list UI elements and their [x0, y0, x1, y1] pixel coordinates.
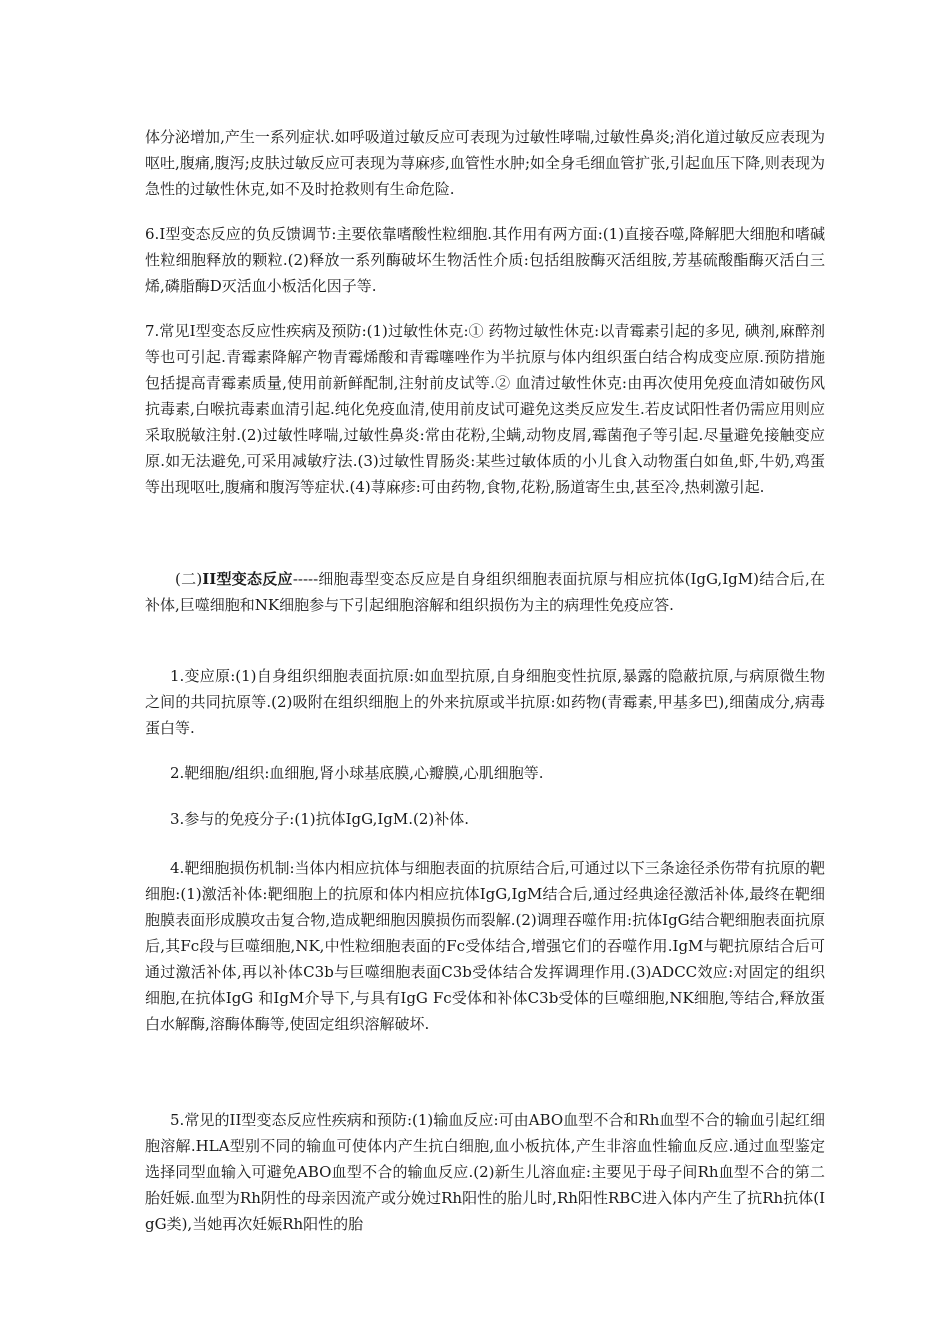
paragraph-damage-mechanism: 4.靶细胞损伤机制:当体内相应抗体与细胞表面的抗原结合后,可通过以下三条途径杀伤带有抗原的靶细胞:(1)激活补体:靶细胞上的抗原和体内相应抗体IgG,IgM结合后,通过经典途径激活补体,最终在靶细胞膜表面形成膜攻击复合物,造成靶细胞因膜损伤而裂解.(2)调理吞噬作用:抗体IgG结合靶细胞表面抗原后,其Fc段与巨噬细胞,NK,中性粒细胞表面的Fc受体结合,增强它们的吞噬作用.IgM与靶抗原结合后可通过激活补体,再以补体C3b与巨噬细胞表面C3b受体结合发挥调理作用.(3)ADCC效应:对固定的组织细胞,在抗体IgG 和IgM介导下,与具有IgG Fc受体和补体C3b受体的巨噬细胞,NK细胞,等结合,释放蛋白水解酶,溶酶体酶等,使固定组织溶解破坏.	[145, 859, 825, 1033]
paragraph-allergy-symptoms: 体分泌增加,产生一系列症状.如呼吸道过敏反应可表现为过敏性哮喘,过敏性鼻炎;消化道过敏反应表现为呕吐,腹痛,腹泻;皮肤过敏反应可表现为荨麻疹,血管性水肿;如全身毛细血管扩张,引起血压下降,则表现为急性的过敏性休克,如不及时抢救则有生命危险.	[145, 128, 825, 198]
paragraph-immune-molecules: 3.参与的免疫分子:(1)抗体IgG,IgM.(2)补体.	[170, 810, 470, 828]
paragraph-target-cells: 2.靶细胞/组织:血细胞,肾小球基底膜,心瓣膜,心肌细胞等.	[170, 764, 544, 782]
paragraph-type2-definition	[145, 566, 825, 618]
section-number: (二)	[175, 570, 203, 588]
section-heading: II型变态反应	[202, 570, 293, 588]
section-definition: -----细胞毒型变态反应是自身组织细胞表面抗原与相应抗体(IgG,IgM)结合后,在补体,巨噬细胞和NK细胞参与下引起细胞溶解和组织损伤为主的病理性免疫应答.	[145, 570, 825, 614]
paragraph-allergens: 1.变应原:(1)自身组织细胞表面抗原:如血型抗原,自身细胞变性抗原,暴露的隐蔽抗原,与病原微生物之间的共同抗原等.(2)吸附在组织细胞上的外来抗原或半抗原:如药物(青霉素,甲基多巴),细菌成分,病毒蛋白等.	[145, 667, 825, 737]
paragraph-negative-feedback: 6.Ⅰ型变态反应的负反馈调节:主要依靠嗜酸性粒细胞.其作用有两方面:(1)直接吞噬,降解肥大细胞和嗜碱性粒细胞释放的颗粒.(2)释放一系列酶破坏生物活性介质:包括组胺酶灭活组胺,芳基硫酸酯酶灭活白三烯,磷脂酶D灭活血小板活化因子等.	[145, 225, 825, 295]
paragraph-type2-diseases: 5.常见的II型变态反应性疾病和预防:(1)输血反应:可由ABO血型不合和Rh血型不合的输血引起红细胞溶解.HLA型别不同的输血可使体内产生抗白细胞,血小板抗体,产生非溶血性输血反应.通过血型鉴定选择同型血输入可避免ABO血型不合的输血反应.(2)新生儿溶血症:主要见于母子间Rh血型不合的第二胎妊娠.血型为Rh阴性的母亲因流产或分娩过Rh阳性的胎儿时,Rh阳性RBC进入体内产生了抗Rh抗体(IgG类),当她再次妊娠Rh阳性的胎	[145, 1111, 825, 1233]
paragraph-type1-diseases: 7.常见Ⅰ型变态反应性疾病及预防:(1)过敏性休克:① 药物过敏性休克:以青霉素引起的多见, 碘剂,麻醉剂等也可引起.青霉素降解产物青霉烯酸和青霉噻唑作为半抗原与体内组织蛋白结合构成变应原.预防措施包括提高青霉素质量,使用前新鲜配制,注射前皮试等.② 血清过敏性休克:由再次使用免疫血清如破伤风抗毒素,白喉抗毒素血清引起.纯化免疫血清,使用前皮试可避免这类反应发生.若皮试阳性者仍需应用则应采取脱敏注射.(2)过敏性哮喘,过敏性鼻炎:常由花粉,尘螨,动物皮屑,霉菌孢子等引起.尽量避免接触变应原.如无法避免,可采用减敏疗法.(3)过敏性胃肠炎:某些过敏体质的小儿食入动物蛋白如鱼,虾,牛奶,鸡蛋等出现呕吐,腹痛和腹泻等症状.(4)荨麻疹:可由药物,食物,花粉,肠道寄生虫,甚至冷,热刺激引起.	[145, 322, 825, 496]
